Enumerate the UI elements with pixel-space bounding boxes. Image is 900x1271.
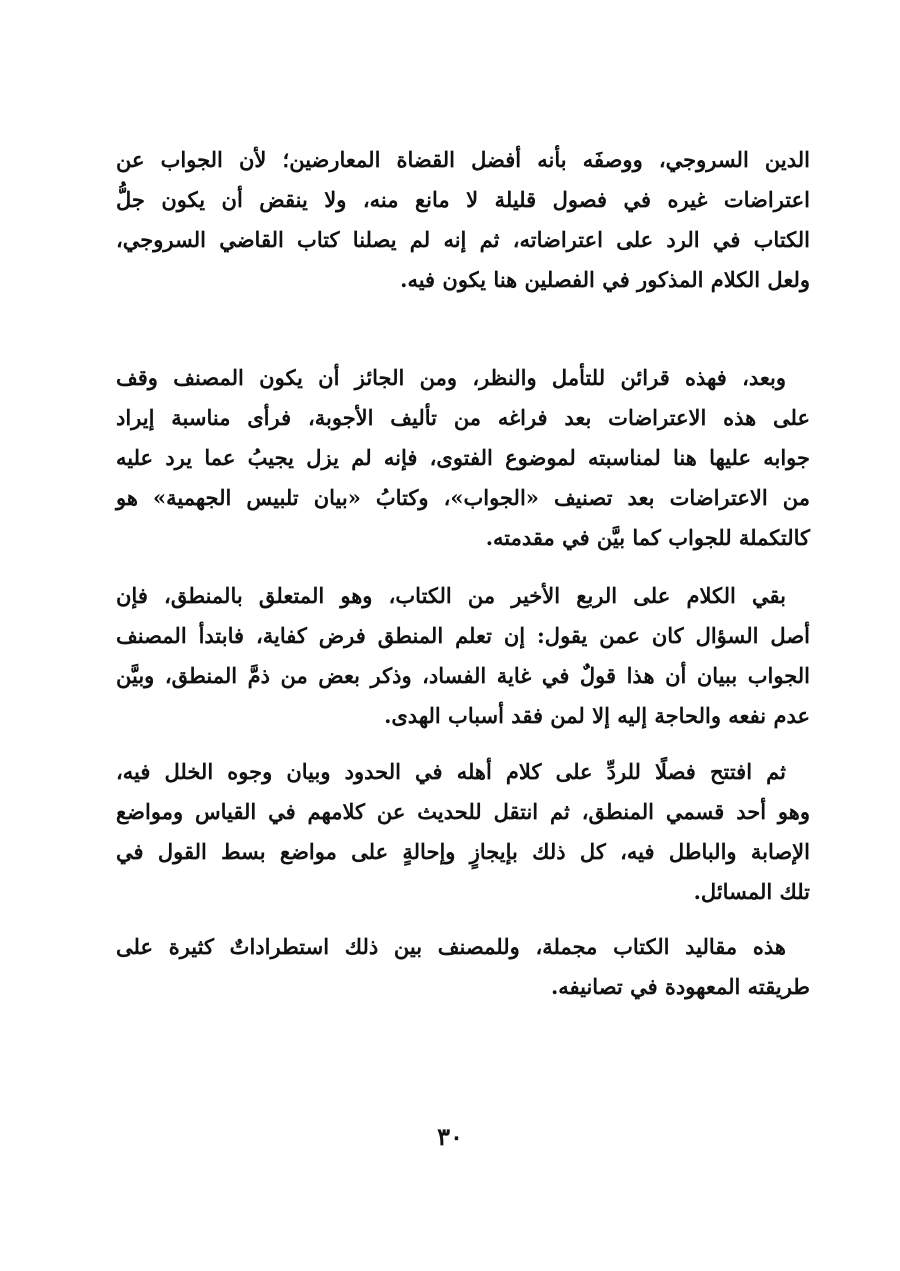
text-line: أصل السؤال كان عمن يقول: إن تعلم المنطق فرض كفاية، فابتدأ المصنف (116, 623, 810, 648)
text-line: ولعل الكلام المذكور في الفصلين هنا يكون فيه. (400, 267, 810, 292)
text-line: تلك المسائل. (693, 879, 810, 904)
text-line: كالتكملة للجواب كما بيَّن في مقدمته. (485, 525, 810, 550)
text-line: هذه مقاليد الكتاب مجملة، وللمصنف بين ذلك استطراداتٌ كثيرة على (116, 934, 786, 959)
text-line: بقي الكلام على الربع الأخير من الكتاب، وهو المتعلق بالمنطق، فإن (116, 583, 786, 608)
paragraph-5 (116, 927, 810, 1007)
text-line: وهو أحد قسمي المنطق، ثم انتقل للحديث عن كلامهم في القياس ومواضع (116, 799, 810, 824)
text-line: من الاعتراضات بعد تصنيف «الجواب»، وكتابُ «بيان تلبيس الجهمية» هو (116, 485, 810, 510)
text-line: وبعد، فهذه قرائن للتأمل والنظر، ومن الجائز أن يكون المصنف وقف (116, 365, 786, 390)
text-line: الدين السروجي، ووصفَه بأنه أفضل القضاة المعارضين؛ لأن الجواب عن (116, 147, 810, 172)
paragraph-3 (116, 576, 810, 736)
text-line: طريقته المعهودة في تصانيفه. (550, 974, 810, 999)
text-line: الإصابة والباطل فيه، كل ذلك بإيجازٍ وإحالةٍ على مواضع بسط القول في (116, 839, 810, 864)
text-line: على هذه الاعتراضات بعد فراغه من تأليف الأجوبة، فرأى مناسبة إيراد (116, 405, 810, 430)
text-line: الجواب ببيان أن هذا قولٌ في غاية الفساد، وذكر بعض من ذمَّ المنطق، وبيَّن (116, 663, 810, 688)
text-line: عدم نفعه والحاجة إليه إلا لمن فقد أسباب الهدى. (384, 703, 810, 728)
paragraph-2 (116, 358, 810, 558)
text-line: ثم افتتح فصلًا للردِّ على كلام أهله في الحدود وبيان وجوه الخلل فيه، (116, 759, 786, 784)
text-line: جوابه عليها هنا لمناسبته لموضوع الفتوى، فإنه لم يزل يجيبُ عما يرد عليه (116, 445, 810, 470)
paragraph-1 (116, 140, 810, 300)
text-line: الكتاب في الرد على اعتراضاته، ثم إنه لم يصلنا كتاب القاضي السروجي، (116, 227, 810, 252)
text-line: اعتراضات غيره في فصول قليلة لا مانع منه، ولا ينقض أن يكون جلُّ (116, 187, 810, 212)
page-number: ٣٠ (437, 1122, 463, 1151)
paragraph-4 (116, 752, 810, 912)
